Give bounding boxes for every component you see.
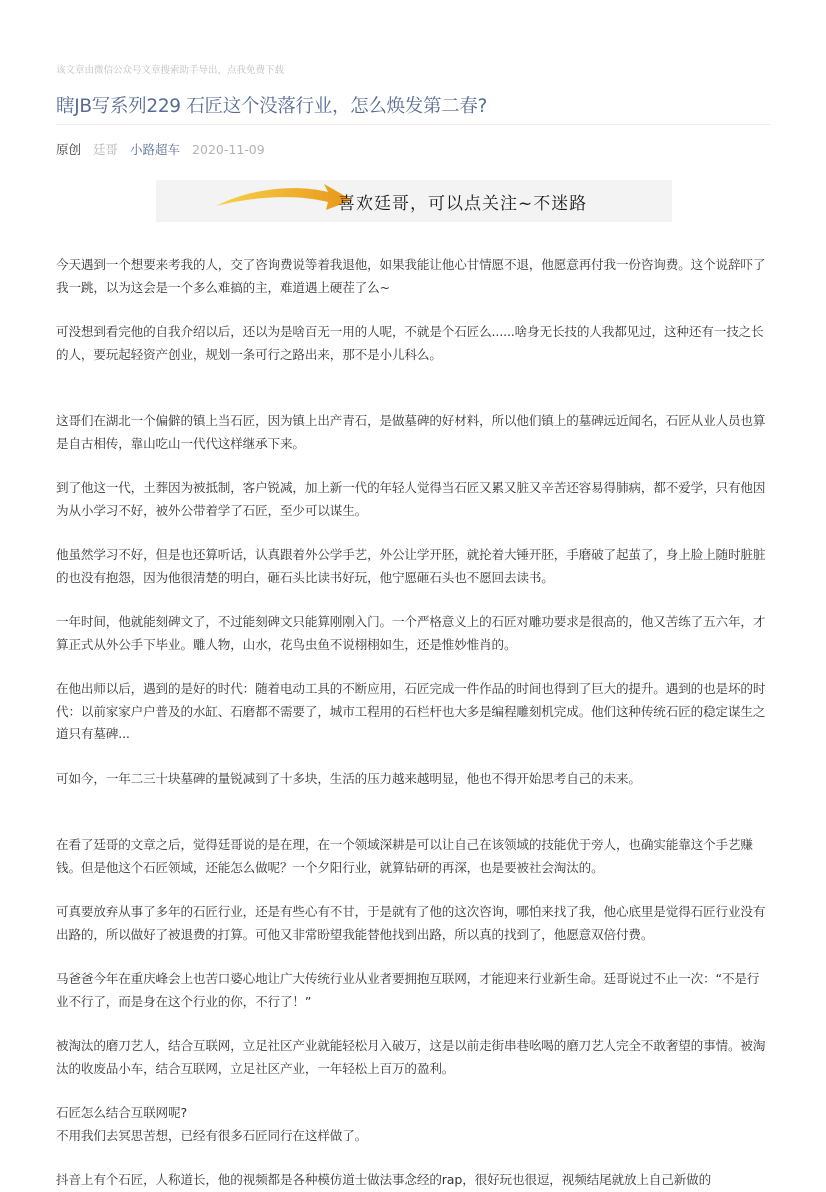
original-label: 原创: [56, 142, 82, 157]
paragraph: 石匠怎么结合互联网呢?: [56, 1105, 187, 1120]
author-name: 廷哥: [93, 142, 119, 157]
export-notice[interactable]: 该文章由微信公众号文章搜索助手导出，点我免费下载: [56, 65, 285, 76]
paragraph: 这哥们在湖北一个偏僻的镇上当石匠，因为镇上出产青石，是做墓碑的好材料，所以他们镇上的墓碑远近闻名，石匠从业人员也算是自古相传，靠山吃山一代代这样继承下来。: [56, 413, 766, 451]
title-divider: [56, 124, 770, 125]
article-meta: [56, 140, 277, 158]
article-title: 瞎JB写系列229 石匠这个没落行业，怎么焕发第二春?: [56, 96, 488, 117]
article-body: [56, 254, 770, 1192]
follow-banner: [156, 180, 672, 222]
paragraph: 不用我们去冥思苦想，已经有很多石匠同行在这样做了。: [56, 1127, 368, 1143]
paragraph: 可没想到看完他的自我介绍以后，还以为是啥百无一用的人呢，不就是个石匠么......啥身无长技的人我都见过，这种还有一技之长的人，要玩起轻资产创业，规划一条可行之路出来，那不是小儿科么。: [56, 324, 764, 362]
swoosh-arrow-icon: [156, 180, 356, 222]
paragraph: 可如今，一年二三十块墓碑的量锐减到了十多块，生活的压力越来越明显，他也不得开始思考自己的未来。: [56, 770, 641, 786]
paragraph: 马爸爸今年在重庆峰会上也苦口婆心地让广大传统行业从业者要拥抱互联网，才能迎来行业新生命。廷哥说过不止一次：“不是行业不行了，而是身在这个行业的你，不行了！”: [56, 971, 760, 1009]
paragraph: 在看了廷哥的文章之后，觉得廷哥说的是在理，在一个领域深耕是可以让自己在该领域的技能优于旁人，也确实能靠这个手艺赚钱。但是他这个石匠领域，还能怎么做呢？一个夕阳行业，就算钻研的再深，也是要被社会淘汰的。: [56, 837, 753, 875]
paragraph: 被淘汰的磨刀艺人，结合互联网，立足社区产业就能轻松月入破万，这是以前走街串巷吆喝的磨刀艺人完全不敢奢望的事情。被淘汰的收废品小车，结合互联网，立足社区产业，一年轻松上百万的盈利。: [56, 1038, 766, 1076]
paragraph: 可真要放弃从事了多年的石匠行业，还是有些心有不甘，于是就有了他的这次咨询，哪怕来找了我，他心底里是觉得石匠行业没有出路的，所以做好了被退费的打算。可他又非常盼望我能替他找到出路，所以真的找到了，他愿意双倍付费。: [56, 904, 766, 942]
paragraph: 到了他这一代，土葬因为被抵制，客户锐减，加上新一代的年轻人觉得当石匠又累又脏又辛苦还容易得肺病，都不爱学，只有他因为从小学习不好，被外公带着学了石匠，至少可以谋生。: [56, 480, 766, 518]
publish-date: 2020-11-09: [192, 142, 265, 157]
account-link[interactable]: 小路超车: [130, 142, 181, 157]
paragraph: 他虽然学习不好，但是也还算听话，认真跟着外公学手艺，外公让学开胚，就抡着大锤开胚，手磨破了起茧了，身上脸上随时脏脏的也没有抱怨，因为他很清楚的明白，砸石头比读书好玩，他宁愿砸石头也不愿回去读书。: [56, 547, 766, 585]
paragraph: 在他出师以后，遇到的是好的时代：随着电动工具的不断应用，石匠完成一件作品的时间也得到了巨大的提升。遇到的也是坏的时代：以前家家户户普及的水缸、石磨都不需要了，城市工程用的石栏杆也大多是编程雕刻机完成。他们这种传统石匠的稳定谋生之道只有墓碑...: [56, 681, 766, 741]
paragraph: 今天遇到一个想要来考我的人，交了咨询费说等着我退他，如果我能让他心甘情愿不退，他愿意再付我一份咨询费。这个说辞吓了我一跳，以为这会是一个多么难搞的主，难道遇上硬茬了么~: [56, 257, 766, 295]
banner-text: 喜欢廷哥，可以点关注~不迷路: [338, 194, 588, 214]
paragraph: 一年时间，他就能刻碑文了，不过能刻碑文只能算刚刚入门。一个严格意义上的石匠对雕功要求是很高的，他又苦练了五六年，才算正式从外公手下毕业。雕人物，山水，花鸟虫鱼不说栩栩如生，还是惟妙惟肖的。: [56, 614, 766, 652]
paragraph: 抖音上有个石匠，人称道长，他的视频都是各种模仿道士做法事念经的rap，很好玩也很逗，视频结尾就放上自己新做的: [56, 1172, 712, 1187]
